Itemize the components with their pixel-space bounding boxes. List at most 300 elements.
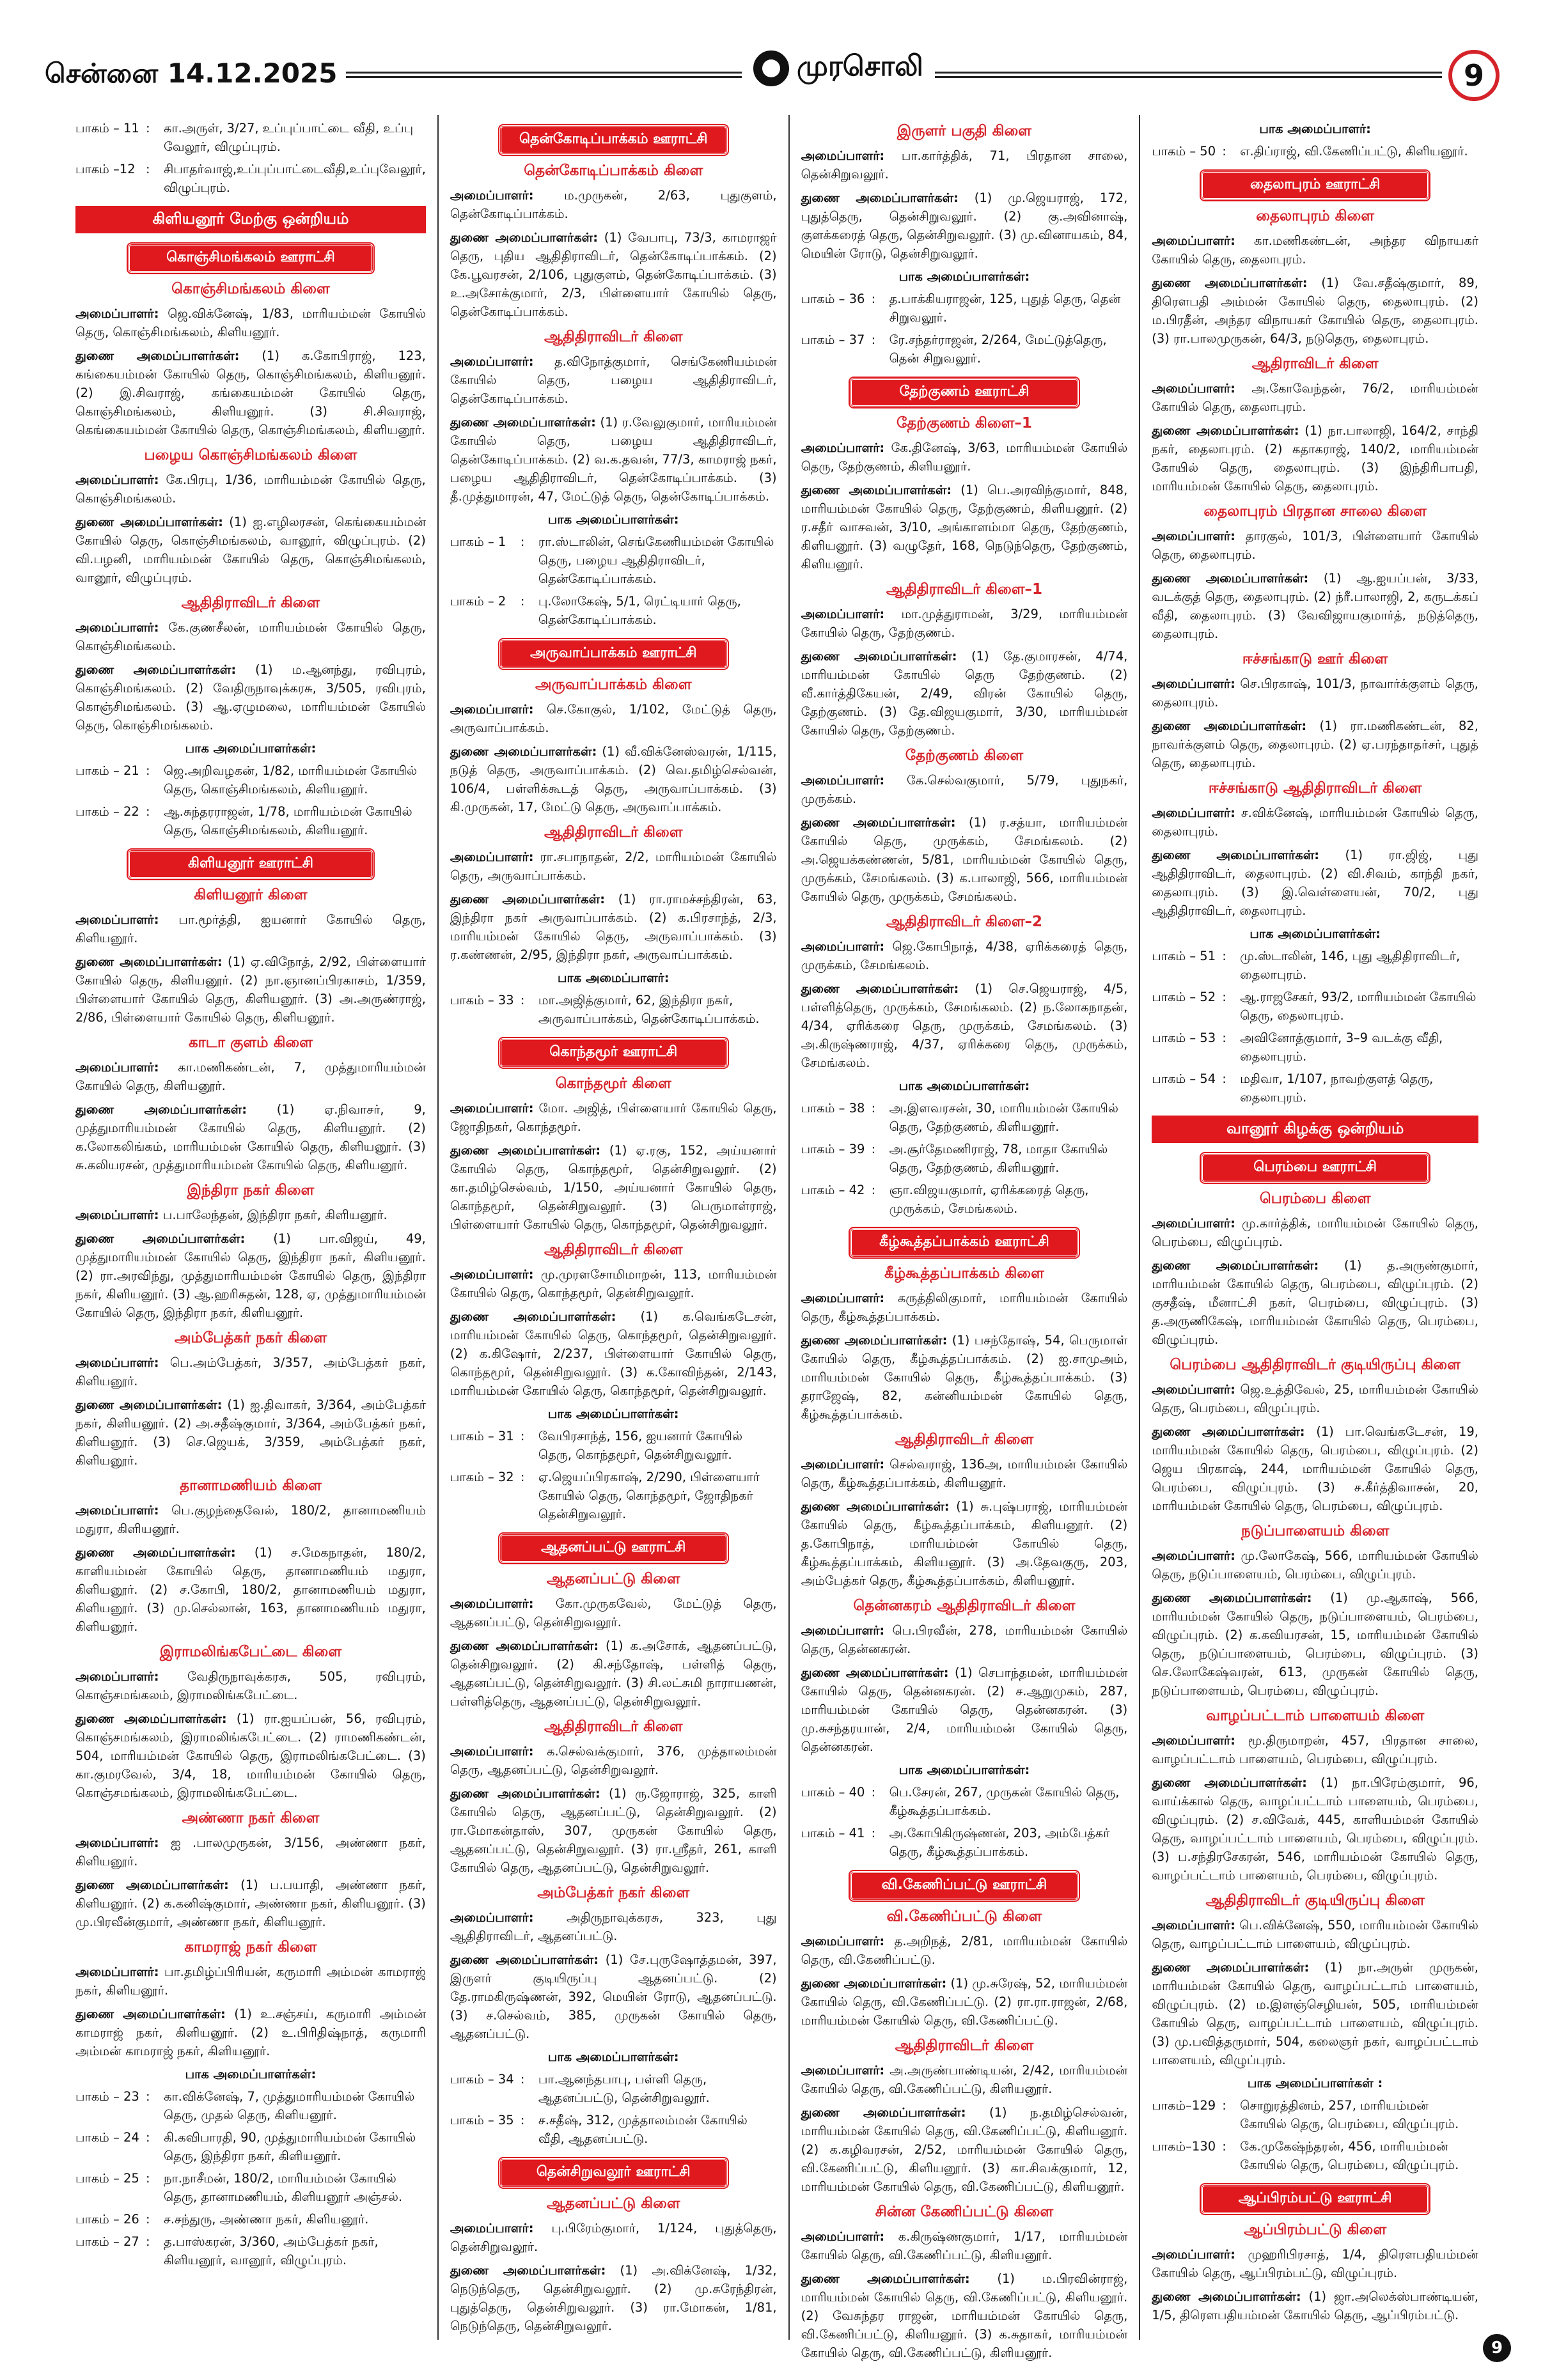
booth-organizers-heading: பாக அமைப்பாளர்: [557, 970, 670, 985]
booth-organizer-detail: கி.கவிபாரதி, 90, முத்துமாரியம்மன் கோயில் தெரு, இந்திரா நகர், கிளியனூர். [164, 2130, 416, 2163]
panchayat-heading-badge: தேற்குணம் ஊராட்சி [850, 378, 1078, 407]
union-heading-bar: வானூர் கிழக்கு ஒன்றியம் [1152, 1116, 1478, 1143]
masthead-logo [742, 50, 935, 86]
booth-organizer-row [450, 2111, 777, 2148]
organizer-entry [801, 1621, 1128, 1658]
booth-organizer-detail: ஆ.சுந்தரராஜன், 1/78, மாரியம்மன் கோயில் தெரு, கொஞ்சிமங்கலம், கிளியனூர். [164, 804, 412, 837]
entry-detail: பா.தமிழ்ப்பிரியன், கருமாரி அம்மன் காமராஜ் நகர், கிளியனூர். [75, 1964, 426, 1998]
entry-detail: (1) ஏ.ரகு, 152, அய்யனார் கோயில் தெரு, கொந்தமூர், தென்சிறுவலூர். (2) கா.தமிழ்செல்வம், 1/150, அய்யனார் கோயில் தெரு, கொந்தமூர், தென்சிறுவலூர். (3) பெருமாள்ராஜ், பிள்ளையார் கோயில் தெரு, கொந்தமூர், தென்சிறுவலூர். [450, 1143, 777, 1232]
organizer-entry [801, 189, 1128, 263]
entry-role-label: துணை அமைப்பாளர்கள்: [450, 744, 597, 759]
organizer-entry [1152, 1589, 1478, 1700]
organizer-entry [450, 2219, 777, 2256]
booth-organizer-row [801, 1099, 1128, 1136]
organizer-entry [450, 848, 777, 885]
organizer-entry [450, 1594, 777, 1631]
entry-role-label: துணை அமைப்பாளர்கள்: [75, 515, 223, 529]
organizer-entry [1152, 1380, 1478, 1417]
entry-role-label: துணை அமைப்பாளர்கள்: [1152, 2289, 1301, 2304]
entry-role-label: துணை அமைப்பாளர்கள்: [450, 1309, 616, 1324]
organizer-entry [450, 2261, 777, 2335]
entry-detail: (1) பசந்தோஷ், 54, பெருமாள் கோயில் தெரு, கீழ்கூத்தப்பாக்கம். (2) ஐ.சாமுஅம், மாரியம்மன் கோயில் தெரு, கீழ்கூத்தப்பாக்கம். (3) தராஜேஷ், 82, கன்னியம்மன் கோயில் தெரு, கீழ்கூத்தப்பாக்கம். [801, 1333, 1128, 1422]
entry-detail: (1) உ.சஞ்சய், கருமாரி அம்மன் காமராஜ் நகர், கிளியனூர். (2) உ.பிரிதிஷ்நாத், கருமாரி அம்மன் காமராஜ் நகர், கிளியனூர். [75, 2007, 426, 2058]
booth-organizer-detail: நா.நாசீமன், 180/2, மாரியம்மன் கோயில் தெரு, தானாமணியம், கிளியனூர் அஞ்சல். [164, 2171, 403, 2204]
entry-role-label: துணை அமைப்பாளர்கள்: [801, 1499, 950, 1514]
organizer-entry [801, 2103, 1128, 2196]
booth-organizer-detail: அ.கோபிகிருஷ்ணன், 203, அம்பேத்கர் தெரு, கீழ்கூத்தப்பாக்கம். [889, 1826, 1110, 1859]
separator-colon: : [520, 534, 525, 549]
organizer-entry [1152, 1958, 1478, 2069]
organizer-entry [450, 1265, 777, 1302]
entry-role-label: அமைப்பாளர்: [801, 607, 885, 621]
separator-colon: : [1222, 144, 1226, 159]
entry-detail: (1) ஐ.திவாகர், 3/364, அம்பேத்கர் நகர், கிளியனூர். (2) அ.சதீஷ்குமார், 3/364, அம்பேத்கர் நகர், கிளியனூர். (3) செ.ஜெயக், 3/359, அம்பேத்கர் நகர், கிளியனூர். [75, 1397, 426, 1468]
booth-organizers-heading: பாக அமைப்பாளர்கள்: [898, 1078, 1030, 1093]
entry-role-label: அமைப்பாளர்: [75, 1208, 159, 1222]
branch-heading: அம்பேத்கர் நகர் கிளை [174, 1330, 327, 1346]
organizer-entry [801, 439, 1128, 476]
entry-detail: (1) ரா.ராமச்சந்திரன், 63, இந்திரா நகர் அருவாப்பாக்கம். (2) க.பிரசாந்த், 2/3, மாரியம்மன் கோயில் தெரு, அருவாப்பாக்கம். (3) ர.கண்ணன், 2/95, இந்திரா நகர், அருவாப்பாக்கம். [450, 892, 777, 962]
entry-detail: (1) செ.ஜெயராஜ், 4/5, பள்ளித்தெரு, முருக்கம், சேமங்கலம். (2) ந.லோகநாதன், 4/34, ஏரிக்கரை தெரு, முருக்கம், சேமங்கலம். (3) அ.கிருஷ்ணராஜ், 4/37, ஏரிக்கரை தெரு, முருக்கம், சேமங்கலம். [801, 981, 1128, 1070]
organizer-entry [1152, 1256, 1478, 1349]
organizer-entry [1152, 846, 1478, 920]
organizer-entry [1152, 1773, 1478, 1885]
booth-organizer-row [75, 802, 426, 839]
booth-organizer-detail: த.பாக்கியராஜன், 125, புதுத் தெரு, தென் சிறுவலூர். [889, 292, 1121, 325]
organizer-entry [1152, 717, 1478, 772]
organizer-entry [75, 1709, 426, 1802]
panchayat-heading-badge: கீழ்கூத்தப்பாக்கம் ஊராட்சி [850, 1228, 1078, 1257]
entry-detail: (1) பா.விஜய், 49, முத்துமாரியம்மன் கோயில் தெரு, இந்திரா நகர், கிளியனூர். (2) ரா.அரவிந்து, முத்துமாரியம்மன் கோயில் தெரு, இந்திரா நகர், கிளியனூர். (3) ஆ.ஹரிசுதன், 128, ஏ, முத்துமாரியம்மன் கோயில் தெரு, இந்திரா நகர், கிளியனூர். [75, 1231, 426, 1320]
branch-heading: ஆதிதிராவிடர் கிளை [181, 595, 320, 611]
branch-heading: கொந்தமூர் கிளை [555, 1075, 671, 1092]
entry-detail: கே.குணசீலன், மாரியம்மன் கோயில் தெரு, கொஞ்சிமங்கலம். [75, 620, 426, 653]
organizer-entry [450, 1307, 777, 1400]
booth-organizer-detail: வேபிரசாந்த், 156, ஐயனார் கோயில் தெரு, கொந்தமூர், தென்சிறுவலூர். [538, 1429, 743, 1462]
column-4 [1140, 115, 1490, 2340]
booth-organizer-row [1152, 988, 1478, 1025]
entry-detail: கா.மணிகண்டன், 7, முத்துமாரியம்மன் கோயில் தெரு, கிளியனூர். [75, 1060, 426, 1093]
organizer-entry [1152, 421, 1478, 495]
separator-colon: : [1222, 949, 1226, 963]
organizer-entry [75, 2005, 426, 2060]
branch-heading: கிளியனூர் கிளை [194, 887, 308, 903]
entry-role-label: அமைப்பாளர்: [801, 1623, 885, 1638]
branch-heading: அண்ணா நகர் கிளை [182, 1810, 320, 1826]
entry-role-label: அமைப்பாளர்: [450, 702, 534, 717]
booth-number: பாகம் – 50 [1152, 144, 1216, 159]
organizer-entry [1152, 379, 1478, 416]
booth-organizer-row [801, 331, 1128, 368]
entry-role-label: அமைப்பாளர்: [801, 440, 885, 455]
entry-role-label: துணை அமைப்பாளர்கள்: [450, 2263, 606, 2278]
booth-organizer-detail: சொறுரத்தினம், 257, மாரியம்மன் கோயில் தெரு, பெரம்பை, விழுப்புரம். [1240, 2098, 1459, 2131]
entry-detail: (1) ஜா.அலெக்ஸ்பாண்டியன், 1/5, திரௌபதியம்மன் கோயில் தெரு, ஆப்பிரம்பட்டு. [1152, 2289, 1479, 2322]
entry-role-label: துணை அமைப்பாளர்கள்: [450, 892, 606, 906]
branch-heading: ஆதிராவிடர் கிளை [1251, 355, 1379, 372]
booth-organizer-row [75, 2128, 426, 2165]
organizer-entry [450, 1141, 777, 1234]
branch-heading: அருவாப்பாக்கம் கிளை [535, 676, 692, 693]
organizer-entry [1152, 274, 1478, 348]
organizer-entry [450, 1950, 777, 2043]
panchayat-heading-badge: ஆப்பிரம்பட்டு ஊராட்சி [1201, 2184, 1429, 2214]
booth-number: பாகம் – 36 [801, 292, 865, 306]
entry-role-label: துணை அமைப்பாளர்கள்: [801, 649, 957, 664]
booth-number: பாகம் – 23 [75, 2089, 139, 2104]
branch-heading: ஆதிதிராவிடர் குடியிருப்பு கிளை [1205, 1892, 1425, 1909]
organizer-entry [450, 1742, 777, 1779]
booth-organizer-row [450, 991, 777, 1028]
booth-organizer-detail: ரா.ஸ்டாலின், செங்கேணியம்மன் கோயில் தெரு, பழைய ஆதிதிராவிடர், தென்கோடிப்பாக்கம். [538, 534, 774, 586]
entry-role-label: அமைப்பாளர்: [1152, 805, 1235, 820]
entry-role-label: துணை அமைப்பாளர்கள்: [801, 981, 959, 996]
organizer-entry [1152, 804, 1478, 841]
branch-heading: தேற்குணம் கிளை–1 [896, 415, 1032, 432]
booth-organizer-row [450, 533, 777, 588]
organizer-entry [801, 2269, 1128, 2362]
entry-role-label: அமைப்பாளர்: [801, 1457, 885, 1472]
booth-organizer-detail: மதிவா, 1/107, நாவற்குளத் தெரு, தைலாபுரம். [1240, 1071, 1434, 1105]
booth-organizers-heading: பாக அமைப்பாளர்கள்: [898, 269, 1030, 284]
entry-detail: (1) செபாந்தமன், மாரியம்மன் கோயில் தெரு, தென்னகரன். (2) ச.ஆறுமுகம், 287, மாரியம்மன் கோயில் தெரு, தென்னகரன். (3) மு.சுசந்தரயான், 2/4, மாரியம்மன் கோயில் தெரு, தென்னகரன். [801, 1665, 1128, 1754]
organizer-entry [801, 813, 1128, 906]
branch-heading: அம்பேத்கர் நகர் கிளை [537, 1885, 690, 1901]
entry-detail: மு.லோகேஷ், 566, மாரியம்மன் கோயில் தெரு, நடுப்பாளையம், பெரம்பை, விழுப்புரம். [1152, 1548, 1478, 1582]
entry-detail: கா.மணிகண்டன், அந்தர விநாயகர் கோயில் தெரு, தைலாபுரம். [1152, 233, 1478, 267]
booth-number: பாகம் – 26 [75, 2212, 139, 2227]
organizer-entry [801, 771, 1128, 808]
entry-detail: (1) சு.புஷ்பராஜ், மாரியம்மன் கோயில் தெரு, கீழ்கூத்தப்பாக்கம், கிளியனூர். (2) த.கோபிநாத், மாரியம்மன் கோயில் தெரு, கீழ்கூத்தப்பாக்கம், கிளியனூர். (3) அ.தேவகுரு, 203, அம்பேத்கர் தெரு, கீழ்கூத்தப்பாக்கம், கிளியனூர். [801, 1499, 1128, 1588]
organizer-entry [801, 1497, 1128, 1590]
entry-detail: (1) அ.விக்னேஷ், 1/32, நெடுந்தெரு, தென்சிறுவலூர். (2) மு.சுரேந்திரன், புதுத்தெரு, தென்சிறுவலூர். (3) ரா.மோகன், 1/81, நெடுந்தெரு, தென்சிறுவலூர். [450, 2263, 777, 2333]
entry-role-label: அமைப்பாளர்: [450, 1596, 534, 1611]
separator-colon: : [871, 1826, 876, 1840]
booth-organizer-row [450, 592, 777, 629]
separator-colon: : [146, 2171, 150, 2186]
separator-colon: : [871, 1183, 876, 1197]
separator-colon: : [871, 1142, 876, 1156]
entry-role-label: துணை அமைப்பாளர்கள்: [75, 2007, 226, 2021]
entry-detail: த.அறிநத், 2/81, மாரியம்மன் கோயில் தெரு, வி.கேணிப்பட்டு. [801, 1934, 1128, 1967]
separator-colon: : [146, 162, 150, 176]
organizer-entry [1152, 527, 1478, 564]
entry-detail: (1) ஏ.விநோத், 2/92, பிள்ளையார் கோயில் தெரு, கிளியனூர். (2) நா.ஞானப்பிரகாசம், 1/359, பிள்ளையார் கோயில் தெரு, கிளியனூர். (3) அ.அருண்ராஜ், 2/86, பிள்ளையார் கோயில் தெரு, கிளியனூர். [75, 954, 426, 1025]
entry-role-label: அமைப்பாளர்: [450, 2221, 534, 2236]
branch-heading: ஈச்சங்காடு ஊர் கிளை [1242, 651, 1388, 667]
entry-detail: (1) நா.அருள் முருகன், மாரியம்மன் கோயில் தெரு, வாழப்பட்டாம் பாளையம், விழுப்புரம். (2) ம.இளஞ்செழியன், 505, மாரியம்மன் கோயில் தெரு, வாழப்பட்டாம் பாளையம், விழுப்புரம். (3) மு.பவித்தருமார், 504, கலைஞர் நகர், வாழப்பட்டாம் பாளையம், விழுப்புரம். [1152, 1960, 1478, 2067]
branch-heading: தேற்குணம் கிளை [905, 747, 1024, 764]
entry-role-label: துணை அமைப்பாளர்கள்: [1152, 1424, 1305, 1439]
booth-organizer-detail: ஏ.ஜெயப்பிரகாஷ், 2/290, பிள்ளையார் கோயில் தெரு, கொந்தமூர், ஜோதிநகர் தென்சிறுவலூர். [538, 1470, 760, 1521]
organizer-entry [75, 1963, 426, 2000]
branch-heading: வி.கேணிப்பட்டு கிளை [886, 1908, 1042, 1925]
separator-colon: : [146, 2234, 150, 2249]
entry-detail: மா.முத்துராமன், 3/29, மாரியம்மன் கோயில் தெரு, தேற்குணம். [801, 607, 1128, 640]
entry-detail: (1) நா.பிரேம்குமார், 96, வாய்க்கால் தெரு, வாழப்பட்டாம் பாளையம், பெரம்பை, விழுப்புரம். (2) ச.விவேக், 445, காளியம்மன் கோயில் தெரு, வாழப்பட்டாம் பாளையம், பெரம்பை, விழுப்புரம். (3) ப.சந்திரசேகரன், 546, மாரியம்மன் கோயில் தெரு, வாழப்பட்டாம் பாளையம், பெரம்பை, விழுப்புரம். [1152, 1775, 1478, 1883]
page-number-badge: 9 [1448, 50, 1500, 101]
entry-detail: (1) ம.ஆனந்து, ரவிபுரம், கொஞ்சிமங்கலம். (2) வேதிருநாவுக்கரசு, 3/505, ரவிபுரம், கொஞ்சிமங்கலம். (3) ஆ.ஏழுமலை, மாரியம்மன் கோயில் தெரு, கொஞ்சிமங்கலம். [75, 662, 426, 733]
organizer-entry [1152, 2245, 1478, 2282]
entry-detail: கே.பிரபு, 1/36, மாரியம்மன் கோயில் தெரு, கொஞ்சிமங்கலம். [75, 472, 426, 506]
booth-organizers-heading: பாக அமைப்பாளர்கள்: [547, 2049, 679, 2064]
organizer-entry [75, 1833, 426, 1871]
booth-organizer-detail: ரே.சந்தர்ராஜன், 2/264, மேட்டுத்தெரு, தென் சிறுவலூர். [889, 332, 1107, 366]
organizer-entry [1152, 569, 1478, 643]
entry-detail: பெ.குழந்தைவேல், 180/2, தானாமணியம் மதுரா, கிளியனூர். [75, 1503, 426, 1536]
entry-detail: மோ. அஜித், பிள்ளையார் கோயில் தெரு, ஜோதிநகர், கொந்தமூர். [450, 1101, 777, 1134]
entry-detail: (1) மு.ஜெயராஜ், 172, புதுத்தெரு, தென்சிறுவலூர். (2) கு.அவினாஷ், குளக்கரைத் தெரு, தென்சிறுவலூர். (3) மு.வினாயகம், 84, மெயின் ரோடு, தென்சிறுவலூர். [801, 191, 1128, 261]
booth-number: பாகம் –12 [75, 162, 136, 176]
booth-number: பாகம் – 37 [801, 332, 865, 347]
entry-detail: ம.முருகன், 2/63, புதுகுளம், தென்கோடிப்பாக்கம். [450, 188, 777, 221]
footer-page-number: 9 [1483, 2334, 1511, 2362]
booth-organizers-heading: பாக அமைப்பாளர்கள்: [898, 1762, 1030, 1777]
branch-heading: இந்திரா நகர் கிளை [187, 1182, 315, 1199]
entry-role-label: அமைப்பாளர்: [1152, 1382, 1235, 1397]
separator-colon: : [871, 332, 876, 347]
booth-organizers-heading: பாக அமைப்பாளர்கள்: [185, 2067, 317, 2081]
entry-role-label: துணை அமைப்பாளர்கள்: [1152, 423, 1299, 438]
organizer-entry [450, 413, 777, 506]
entry-role-label: துணை அமைப்பாளர்கள்: [75, 1711, 227, 1726]
branch-heading: ஆதிதிராவிடர் கிளை [544, 824, 683, 841]
booth-number: பாகம் – 1 [450, 534, 506, 549]
entry-detail: (1) ர.வேலுகுமார், மாரியம்மன் கோயில் தெரு, பழைய ஆதிதிராவிடர், தென்கோடிப்பாக்கம். (2) வ.க.தவன், 77/3, காமராஜ் நகர், பழைய ஆதிதிராவிடர், தென்கோடிப்பாக்கம். (3) தீ.முத்துமாரன், 47, மேட்டுத் தெரு, தென்கோடிப்பாக்கம். [450, 415, 777, 504]
entry-role-label: துணை அமைப்பாளர்கள்: [1152, 571, 1309, 586]
entry-detail: ஜெ.உத்திவேல், 25, மாரியம்மன் கோயில் தெரு, பெரம்பை, விழுப்புரம். [1152, 1382, 1478, 1415]
organizer-entry [450, 890, 777, 964]
booth-number: பாகம் – 34 [450, 2072, 514, 2087]
organizer-entry [75, 1100, 426, 1174]
panchayat-heading-badge: கிளியனூர் ஊராட்சி [128, 850, 373, 879]
booth-organizer-detail: அவினோத்குமார், 3–9 வடக்கு வீதி, தைலாபுரம். [1240, 1031, 1443, 1064]
booth-organizer-detail: ஆ.ராஜசேகர், 93/2, மாரியம்மன் கோயில் தெரு, தைலாபுரம். [1240, 990, 1476, 1023]
entry-detail: அ.அருண்பாண்டியன், 2/42, மாரியம்மன் கோயில் தெரு, வி.கேணிப்பட்டு, கிளியனூர். [801, 2063, 1128, 2096]
booth-organizer-detail: பா.ஆனந்தபாபு, பள்ளி தெரு, ஆதனப்பட்டு, தென்சிறுவலூர். [538, 2072, 710, 2105]
booth-organizer-row [450, 2070, 777, 2107]
entry-detail: (1) க.வெங்கடேசன், மாரியம்மன் கோயில் தெரு, கொந்தமூர், தென்சிறுவலூர். (2) க.கிஷோர், 2/237, பிள்ளையார் கோயில் தெரு, கொந்தமூர், தென்சிறுவலூர். (3) க.கோவிந்தன், 2/143, மாரியம்மன் கோயில் தெரு, கொந்தமூர், தென்சிறுவலூர். [450, 1309, 777, 1398]
booth-number: பாகம் – 2 [450, 594, 506, 609]
booth-number: பாகம்–130 [1152, 2139, 1216, 2154]
separator-colon: : [146, 763, 150, 778]
organizer-entry [75, 910, 426, 947]
entry-role-label: அமைப்பாளர்: [75, 306, 159, 321]
entry-detail: (1) ரா.ஐயப்பன், 56, ரவிபுரம், கொஞ்சமங்கலம், இராமலிங்கபேட்டை. (2) ராமணிகண்டன், 504, மாரியம்மன் கோயில் தெரு, இராமலிங்கபேட்டை. (3) கா.குமரவேல், 3/4, 18, மாரியம்மன் கோயில் தெரு, கொஞ்சமங்கலம், இராமலிங்கபேட்டை. [75, 1711, 426, 1800]
entry-detail: (1) த.அருண்குமார், மாரியம்மன் கோயில் தெரு, பெரம்பை, விழுப்புரம். (2) குசதீஷ், மீனாட்சி நகர், பெரம்பை, விழுப்புரம். (3) த.அருணிகேஷ், மாரியம்மன் கோயில் தெரு, பெரம்பை, விழுப்புரம். [1152, 1258, 1478, 1347]
organizer-entry [801, 1289, 1128, 1326]
organizer-entry [450, 1099, 777, 1136]
booth-organizer-detail: ச.சதீஷ், 312, முத்தாலம்மன் கோயில் வீதி, ஆதனப்பட்டு. [538, 2113, 748, 2146]
entry-role-label: துணை அமைப்பாளர்கள்: [1152, 848, 1320, 862]
organizer-entry [801, 1663, 1128, 1756]
branch-heading: ஆதிதிராவிடர் கிளை–1 [886, 581, 1042, 598]
booth-organizer-row [1152, 142, 1478, 160]
branch-heading: வாழப்பட்டாம் பாளையம் கிளை [1206, 1707, 1425, 1724]
entry-role-label: அமைப்பாளர்: [450, 354, 534, 369]
entry-role-label: அமைப்பாளர்: [1152, 2247, 1235, 2262]
organizer-entry [75, 513, 426, 587]
entry-detail: க.செல்வக்குமார், 376, முத்தாலம்மன் தெரு, ஆதனப்பட்டு, தென்சிறுவலூர். [450, 1744, 777, 1777]
entry-detail: (1) வேபாபு, 73/3, காமராஜர் தெரு, புதிய ஆதிதிராவிடர், தென்கோடிப்பாக்கம். (2) கே.பூவரசன், 2/106, புதுகுளம், தென்கோடிப்பாக்கம். (3) உ.அசோக்குமார், 2/3, பிள்ளையார் கோயில் தெரு, தென்கோடிப்பாக்கம். [450, 230, 777, 319]
booth-number: பாகம் – 54 [1152, 1071, 1216, 1086]
organizer-entry [75, 1229, 426, 1322]
organizer-entry [450, 228, 777, 321]
entry-role-label: அமைப்பாளர்: [450, 1267, 534, 1282]
entry-detail: பெ.பிரவீன், 278, மாரியம்மன் கோயில் தெரு, தென்னகரன். [801, 1623, 1128, 1656]
separator-colon: : [520, 2072, 525, 2087]
booth-number: பாகம் – 41 [801, 1826, 865, 1840]
entry-role-label: துணை அமைப்பாளர்கள்: [801, 2105, 966, 2120]
branch-heading: தென்கோடிப்பாக்கம் கிளை [524, 162, 703, 179]
booth-number: பாகம் – 40 [801, 1785, 865, 1800]
entry-role-label: அமைப்பாளர்: [450, 1910, 534, 1925]
entry-detail: பு.பிரேம்குமார், 1/124, புதுத்தெரு, தென்சிறுவலூர். [450, 2221, 777, 2254]
branch-heading: பழைய கொஞ்சிமங்கலம் கிளை [144, 447, 357, 463]
organizer-entry [75, 1543, 426, 1636]
booth-number: பாகம் – 32 [450, 1470, 514, 1484]
entry-role-label: அமைப்பாளர்: [1152, 233, 1235, 248]
panchayat-heading-badge: அருவாப்பாக்கம் ஊராட்சி [499, 639, 728, 669]
organizer-entry [450, 742, 777, 816]
booth-organizer-detail: கா.அருள், 3/27, உப்புப்பாட்டை வீதி, உப்பு வேலூர், விழுப்புரம். [164, 121, 414, 154]
branch-heading: ஆதனப்பட்டு கிளை [546, 1571, 680, 1587]
booth-organizers-heading: பாக அமைப்பாளர்கள்: [547, 1406, 679, 1421]
entry-detail: ஜெ.கோபிநாத், 4/38, ஏரிக்கரைத் தெரு, முருக்கம், சேமங்கலம். [801, 939, 1128, 972]
organizer-entry [801, 1932, 1128, 1969]
separator-colon: : [520, 993, 525, 1007]
entry-detail: மு.முரளசோமிமாறன், 113, மாரியம்மன் கோயில் தெரு, கொந்தமூர், தென்சிறுவலூர். [450, 1267, 777, 1300]
entry-detail: (1) மு.ஆகாஷ், 566, மாரியம்மன் கோயில் தெரு, நடுப்பாளையம், பெரம்பை, விழுப்புரம். (2) க.கவியரசன், 15, மாரியம்மன் கோயில் தெரு, நடுப்பாளையம், பெரம்பை, விழுப்புரம். (3) செ.லோகேஷ்வரன், 613, முருகன் கோயில் தெரு, நடுப்பாளையம், பெரம்பை, விழுப்புரம். [1152, 1591, 1478, 1698]
entry-detail: (1) நா.பாலாஜி, 164/2, சாந்தி நகர், தைலாபுரம். (2) கதாகராஜ், 140/2, மாரியம்மன் கோயில் தெரு, தைலாபுரம். (3) இந்திரிபாபதி, மாரியம்மன் கோயில் தெரு, தைலாபுரம். [1152, 423, 1479, 494]
booth-organizers-heading: பாக அமைப்பாளர்கள் : [1247, 2076, 1383, 2090]
entry-detail: செ.கோகுல், 1/102, மேட்டுத் தெரு, அருவாப்பாக்கம். [450, 702, 777, 735]
entry-role-label: துணை அமைப்பாளர்கள்: [1152, 1591, 1312, 1605]
booth-organizer-row [75, 761, 426, 798]
organizer-entry [801, 1455, 1128, 1492]
booth-organizer-row [450, 1468, 777, 1523]
booth-organizer-detail: த.பாஸ்கரன், 3/360, அம்பேத்கர் நகர், கிளியனூர், வானூர், விழுப்புரம். [164, 2234, 379, 2267]
branch-heading: இராமலிங்கபேட்டை கிளை [159, 1644, 342, 1660]
booth-organizer-row [1152, 1069, 1478, 1107]
branch-heading: ஆதிதிராவிடர் கிளை [895, 2037, 1034, 2054]
separator-colon: : [1222, 2098, 1226, 2113]
organizer-entry [801, 1974, 1128, 2030]
branch-heading: பெரம்பை ஆதிதிராவிடர் குடியிருப்பு கிளை [1170, 1357, 1461, 1373]
booth-number: பாகம் – 52 [1152, 990, 1216, 1004]
booth-organizer-detail: பெ.சேரன், 267, முருகன் கோயில் தெரு, கீழ்கூத்தப்பாக்கம். [889, 1785, 1120, 1818]
booth-organizers-heading: பாக அமைப்பாளர்: [1259, 121, 1371, 136]
booth-organizer-detail: அ.சூர்தேமணிராஜ், 78, மாதா கோயில் தெரு, தேற்குணம், கிளியனூர். [889, 1142, 1108, 1175]
union-heading-bar: கிளியனூர் மேற்கு ஒன்றியம் [75, 206, 426, 233]
column-3 [790, 115, 1141, 2360]
entry-role-label: அமைப்பாளர்: [1152, 1216, 1235, 1231]
column-2 [439, 115, 790, 2340]
organizer-entry [75, 1667, 426, 1704]
organizer-entry [75, 304, 426, 341]
branch-heading: தைலாபுரம் பிரதான சாலை கிளை [1203, 503, 1427, 520]
separator-colon: : [520, 2113, 525, 2127]
booth-organizer-detail: கே.முகேஷ்ந்தரன், 456, மாரியம்மன் கோயில் தெரு, பெரம்பை, விழுப்புரம். [1240, 2139, 1459, 2172]
entry-detail: ஜெ.விக்னேஷ், 1/83, மாரியம்மன் கோயில் தெரு, கொஞ்சிமங்கலம், கிளியனூர். [75, 306, 426, 339]
entry-role-label: துணை அமைப்பாளர்கள்: [801, 815, 956, 830]
branch-heading: ஈச்சங்காடு ஆதிதிராவிடர் கிளை [1208, 780, 1422, 797]
column-1 [64, 115, 439, 2340]
booth-number: பாகம் – 51 [1152, 949, 1216, 963]
separator-colon: : [520, 1429, 525, 1443]
booth-organizer-row [1152, 1029, 1478, 1066]
entry-detail: (1) க.கோபிராஜ், 123, கங்கையம்மன் கோயில் தெரு, கொஞ்சிமங்கலம், கிளியனூர். (2) இ.சிவராஜ், கங்கையம்மன் கோயில் தெரு, கொஞ்சிமங்கலம், கிளியனூர். (3) சி.சிவராஜ், கெங்கையம்மன் கோயில் தெரு, கொஞ்சிமங்கலம், கிளியனூர். [75, 348, 426, 437]
entry-role-label: அமைப்பாளர்: [801, 148, 885, 163]
entry-detail: அ.கோவேந்தன், 76/2, மாரியம்மன் கோயில் தெரு, தைலாபுரம். [1152, 381, 1478, 414]
organizer-entry [450, 186, 777, 223]
booth-organizer-detail: ஞா.விஜயகுமார், ஏரிக்கரைத் தெரு, முருக்கம், சேமங்கலம். [889, 1183, 1089, 1216]
branch-heading: கொஞ்சிமங்கலம் கிளை [171, 281, 330, 297]
panchayat-heading-badge: தைலாபுரம் ஊராட்சி [1201, 171, 1429, 200]
organizer-entry [801, 979, 1128, 1072]
organizer-entry [1152, 1214, 1478, 1251]
panchayat-heading-badge: கொந்தமூர் ஊராட்சி [499, 1038, 728, 1068]
entry-role-label: அமைப்பாளர்: [1152, 529, 1235, 543]
booth-number: பாகம் – 11 [75, 121, 139, 136]
booth-number: பாகம் – 35 [450, 2113, 514, 2127]
entry-detail: (1) ப.பயாதி, அண்ணா நகர், கிளியனூர். (2) க.கனிஷ்குமார், அண்ணா நகர், கிளியனூர். (3) மு.பிரவீன்குமார், அண்ணா நகர், கிளியனூர். [75, 1878, 426, 1929]
entry-detail: (1) வே.சதீஷ்குமார், 89, திரௌபதி அம்மன் கோயில் தெரு, தைலாபுரம். (2) ம.பிரதீன், அந்தர விநாயகர் கோயில் தெரு, தைலாபுரம். (3) ரா.பாலமுருகன், 64/3, நடுதெரு, தைலாபுரம். [1152, 276, 1478, 346]
entry-detail: (1) ரா.ஜிஜ், புது ஆதிதிராவிடர், தைலாபுரம். (2) வி.சிவம், காந்தி நகர், தைலாபுரம். (3) இ.வெள்ளையன், 70/2, புது ஆதிதிராவிடர், தைலாபுரம். [1152, 848, 1478, 918]
masthead [45, 50, 1500, 101]
organizer-entry [75, 1206, 426, 1224]
booth-organizer-row [75, 2169, 426, 2206]
booth-number: பாகம் – 24 [75, 2130, 139, 2145]
booth-number: பாகம் – 53 [1152, 1031, 1216, 1045]
branch-heading: தானாமணியம் கிளை [180, 1477, 322, 1494]
organizer-entry [801, 605, 1128, 642]
organizer-entry [450, 352, 777, 408]
entry-detail: அதிருநாவுக்கரசு, 323, புது ஆதிதிராவிடர், ஆதனப்பட்டு. [450, 1910, 777, 1943]
booth-organizer-detail: பு.லோகேஷ், 5/1, ரெட்டியார் தெரு, தென்கோடிப்பாக்கம். [538, 594, 741, 627]
booth-organizer-row [801, 1783, 1128, 1820]
entry-detail: பா.கார்த்திக், 71, பிரதான சாலை, தென்சிறுவலூர். [801, 148, 1128, 182]
entry-detail: செ.பிரகாஷ், 101/3, நாவார்க்குளம் தெரு, தைலாபுரம். [1152, 676, 1478, 710]
panchayat-heading-badge: வி.கேணிப்பட்டு ஊராட்சி [850, 1871, 1078, 1901]
newspaper-name: முரசொலி [797, 50, 923, 82]
entry-role-label: அமைப்பாளர்: [1152, 1733, 1235, 1748]
panchayat-heading-badge: தென்கோடிப்பாக்கம் ஊராட்சி [499, 125, 728, 155]
entry-detail: (1) வீ.விக்னேஸ்வரன், 1/115, நடுத் தெரு, அருவாப்பாக்கம். (2) வெ.தமிழ்செல்வன், 106/4, பள்ளிக்கூடத் தெரு, அருவாப்பாக்கம். (3) கி.முருகன், 17, மேட்டு தெரு, அருவாப்பாக்கம். [450, 744, 777, 814]
entry-role-label: அமைப்பாளர்: [75, 1355, 159, 1370]
entry-role-label: துணை அமைப்பாளர்கள்: [801, 1976, 947, 1991]
rising-sun-emblem-icon [753, 51, 789, 86]
entry-role-label: துணை அமைப்பாளர்கள்: [450, 415, 596, 430]
organizer-entry [801, 2061, 1128, 2098]
booth-number: பாகம் – 21 [75, 763, 139, 778]
branch-heading: தைலாபுரம் கிளை [1256, 208, 1375, 224]
booth-organizer-row [1152, 2137, 1478, 2174]
entry-role-label: துணை அமைப்பாளர்கள்: [75, 1545, 236, 1560]
entry-role-label: துணை அமைப்பாளர்கள்: [801, 483, 952, 497]
entry-detail: கே.தினேஷ், 3/63, மாரியம்மன் கோயில் தெரு, தேற்குணம், கிளியனூர். [801, 440, 1128, 474]
separator-colon: : [146, 2089, 150, 2104]
entry-detail: செல்வராஜ், 136அ, மாரியம்மன் கோயில் தெரு, கீழ்கூத்தப்பாக்கம், கிளியனூர். [801, 1457, 1128, 1490]
entry-role-label: துணை அமைப்பாளர்கள்: [450, 230, 599, 245]
entry-detail: த.விநோத்குமார், செங்கேணியம்மன் கோயில் தெரு, பழைய ஆதிதிராவிடர், தென்கோடிப்பாக்கம். [450, 354, 777, 406]
organizer-entry [1152, 1546, 1478, 1583]
booth-number: பாகம் – 31 [450, 1429, 514, 1443]
entry-detail: ரா.சபாநாதன், 2/2, மாரியம்மன் கோயில் தெரு, அருவாப்பாக்கம். [450, 850, 777, 883]
entry-detail: (1) தே.குமாரசன், 4/74, மாரியம்மன் கோயில் தெரு தேற்குணம். (2) வீ.கார்த்திகேயன், 2/49, விரன் கோயில் தெரு, தேற்குணம். (3) தே.விஜயகுமார், 3/30, மாரியம்மன் கோயில் தெரு, தேற்குணம். [801, 649, 1128, 738]
separator-colon: : [520, 594, 525, 609]
entry-detail: (1) ம.பிரவின்ராஜ், மாரியம்மன் கோயில் தெரு, வி.கேணிப்பட்டு, கிளியனூர். (2) வேசுந்தர ராஜன், மாரியம்மன் கோயில் தெரு, வி.கேணிப்பட்டு, கிளியனூர். (3) க.சுதாகர், மாரியம்மன் கோயில் தெரு, வி.கேணிப்பட்டு, கிளியனூர். [801, 2271, 1128, 2360]
